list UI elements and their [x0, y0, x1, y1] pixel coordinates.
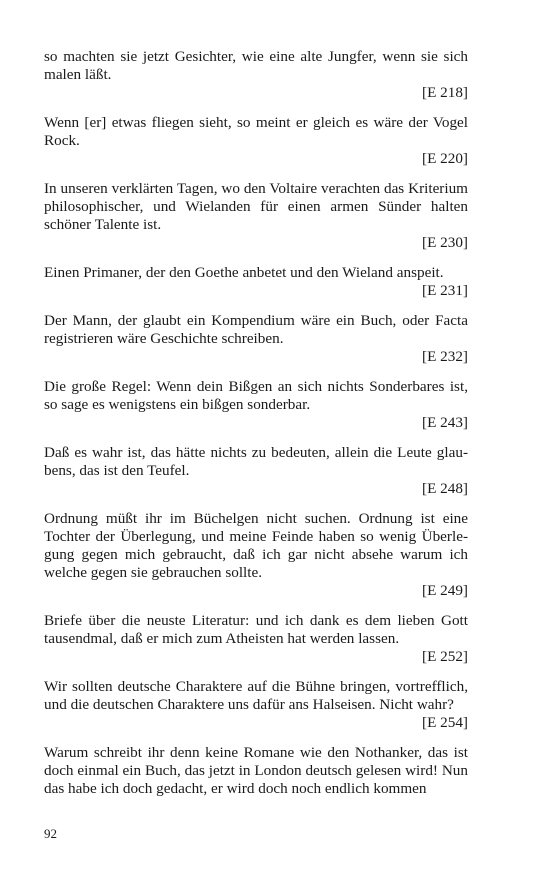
- aphorism: [44, 48, 468, 102]
- aphorism-text: Die große Regel: Wenn dein Bißgen an sich nichts Sonderbares ist, so sage es wenigstens ein bißgen sonderbar.: [44, 378, 468, 413]
- aphorism: [44, 444, 468, 498]
- aphorism-reference: [E 218]: [422, 84, 468, 101]
- page-number: 92: [44, 826, 57, 841]
- aphorism: [44, 744, 468, 798]
- aphorism-reference: [E 230]: [422, 234, 468, 251]
- aphorism: [44, 180, 468, 252]
- aphorism: [44, 612, 468, 666]
- aphorism: [44, 678, 468, 732]
- aphorism-reference: [E 252]: [422, 648, 468, 665]
- aphorism-reference: [E 220]: [422, 150, 468, 167]
- page-body: [44, 48, 468, 810]
- aphorism: [44, 264, 468, 300]
- aphorism-text: Ordnung müßt ihr im Büchelgen nicht suchen. Ordnung ist eine Tochter der Überlegung, und meine Feinde haben so wenig Überlegung gegen mich gebraucht, daß ich gar nicht absehe warum ich welche gegen sie gebrauchen sollte.: [44, 510, 468, 581]
- aphorism: [44, 312, 468, 366]
- aphorism-text: Einen Primaner, der den Goethe anbetet und den Wieland anspeit.: [44, 264, 444, 281]
- aphorism-text: In unseren verklärten Tagen, wo den Voltaire verachten das Kriterium philosophischer, und Wielanden für einen armen Sünder halten schöner Talente ist.: [44, 180, 468, 233]
- aphorism-text: Der Mann, der glaubt ein Kompendium wäre ein Buch, oder Facta registrieren wäre Geschichte schreiben.: [44, 312, 468, 347]
- aphorism-reference: [E 254]: [422, 714, 468, 731]
- aphorism-text: Wenn [er] etwas fliegen sieht, so meint er gleich es wäre der Vogel Rock.: [44, 114, 468, 149]
- aphorism-text: Wir sollten deutsche Charaktere auf die Bühne bringen, vortrefflich, und die deutschen Charaktere uns dafür ans Halseisen. Nicht wahr?: [44, 678, 468, 713]
- aphorism-text: Briefe über die neuste Literatur: und ich dank es dem lieben Gott tausendmal, daß er mich zum Atheisten hat werden lassen.: [44, 612, 468, 647]
- aphorism-text: Daß es wahr ist, das hätte nichts zu bedeuten, allein die Leute glaubens, das ist den Teufel.: [44, 444, 468, 479]
- aphorism-reference: [E 248]: [422, 480, 468, 497]
- aphorism-reference: [E 232]: [422, 348, 468, 365]
- aphorism-text: Warum schreibt ihr denn keine Romane wie den Nothanker, das ist doch einmal ein Buch, das jetzt in London deutsch gelesen wird! Nun das habe ich doch gedacht, er wird doch noch endlich kommen: [44, 744, 468, 797]
- aphorism-reference: [E 243]: [422, 414, 468, 431]
- aphorism-text: so machten sie jetzt Gesichter, wie eine alte Jungfer, wenn sie sich malen läßt.: [44, 48, 468, 83]
- aphorism: [44, 378, 468, 432]
- aphorism-reference: [E 249]: [422, 582, 468, 599]
- aphorism: [44, 114, 468, 168]
- aphorism: [44, 510, 468, 600]
- aphorism-reference: [E 231]: [422, 282, 468, 299]
